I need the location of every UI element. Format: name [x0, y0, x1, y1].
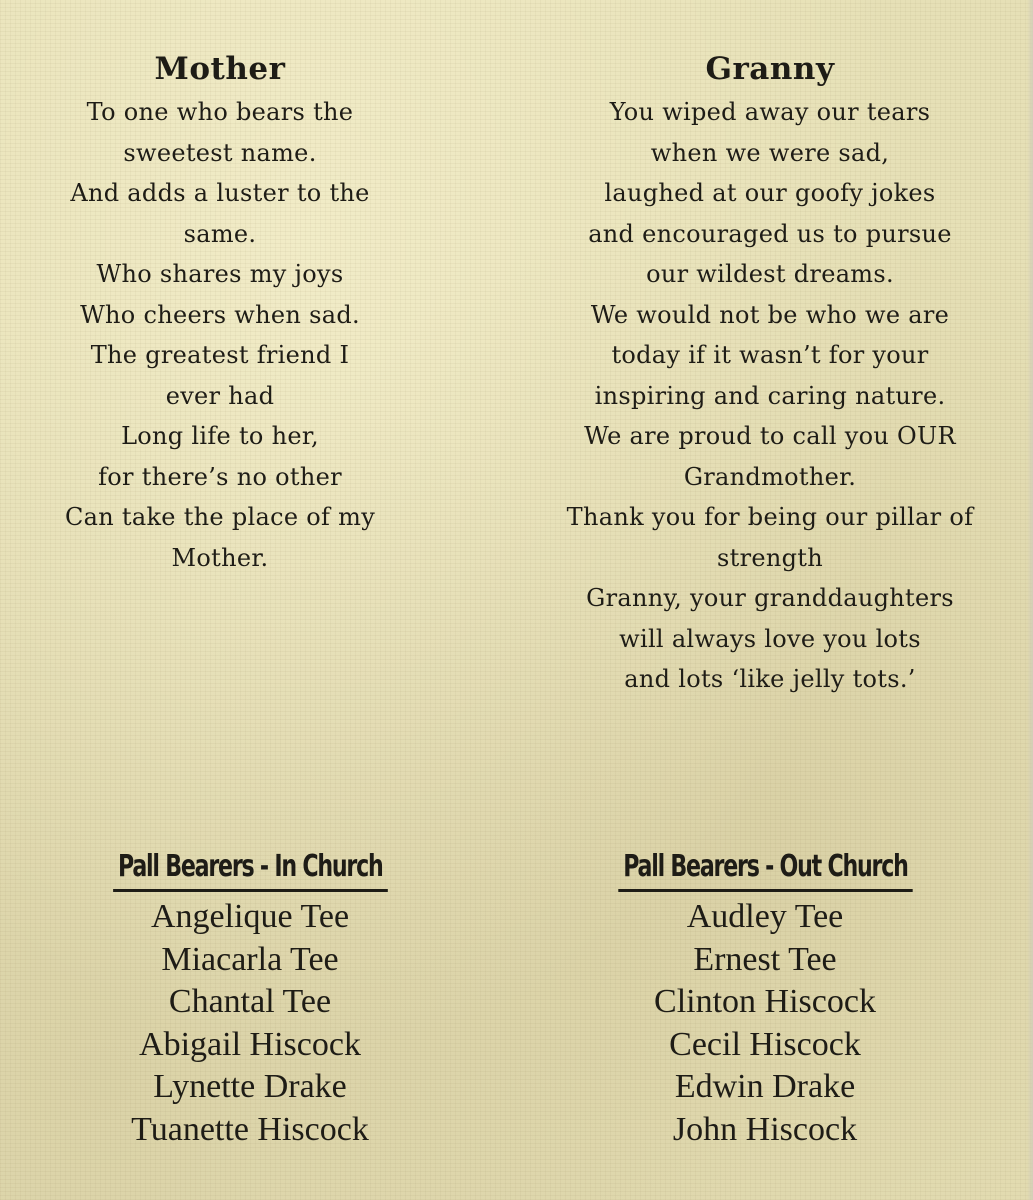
poem-line: for there’s no other	[98, 462, 342, 491]
scan-edge	[1027, 0, 1033, 1200]
poem-line: inspiring and caring nature.	[594, 381, 946, 410]
pall-bearers-in-heading: Pall Bearers - In Church	[113, 845, 387, 892]
poem-line: Can take the place of my	[64, 503, 376, 531]
bearer-name: Abigail Hiscock	[139, 1025, 361, 1063]
pall-bearers-in-church	[20, 845, 480, 1151]
poem-line: You wiped away our tears	[609, 98, 931, 126]
poem-line: Long life to her,	[121, 422, 319, 450]
mother-poem-title: Mother	[154, 51, 286, 87]
poem-line: ever had	[165, 381, 275, 410]
bearer-name: Cecil Hiscock	[669, 1025, 861, 1063]
bearer-name: John Hiscock	[672, 1110, 858, 1148]
granny-poem	[520, 48, 1020, 700]
bearer-name: Clinton Hiscock	[654, 983, 876, 1020]
poem-line: laughed at our goofy jokes	[604, 179, 936, 207]
bearer-name: Miacarla Tee	[161, 940, 339, 978]
bearer-name: Tuanette Hiscock	[131, 1110, 369, 1148]
granny-poem-title: Granny	[705, 51, 835, 87]
bearer-name: Lynette Drake	[153, 1068, 347, 1105]
poem-line: Granny, your granddaughters	[586, 584, 954, 612]
poem-line: and encouraged us to pursue	[588, 219, 952, 248]
poem-line: sweetest name.	[123, 138, 317, 167]
pall-bearers-out-heading: Pall Bearers - Out Church	[618, 845, 912, 892]
bearer-name: Chantal Tee	[168, 983, 332, 1020]
poem-line: To one who bears the	[86, 98, 354, 126]
poem-line: when we were sad,	[650, 138, 890, 167]
poem-line: today if it wasn’t for your	[611, 341, 929, 369]
poem-line: Thank you for being our pillar of	[566, 503, 974, 531]
bearer-name: Edwin Drake	[674, 1068, 856, 1105]
poem-line: strength	[717, 543, 823, 572]
bearer-name: Ernest Tee	[693, 940, 837, 978]
mother-poem	[30, 48, 410, 578]
poem-line: The greatest friend I	[90, 341, 350, 369]
poem-line: We are proud to call you OUR	[584, 422, 956, 450]
pall-bearers-out-church	[535, 845, 995, 1151]
poem-line: Who cheers when sad.	[80, 300, 360, 329]
poem-line: same.	[183, 219, 257, 248]
poem-line: Mother.	[171, 543, 269, 572]
poem-line: And adds a luster to the	[70, 179, 370, 207]
poem-line: will always love you lots	[619, 624, 921, 653]
poem-line: our wildest dreams.	[646, 260, 894, 288]
poem-line: Grandmother.	[683, 462, 857, 491]
bearer-name: Angelique Tee	[150, 898, 350, 935]
bearer-name: Audley Tee	[686, 898, 844, 935]
poem-line: Who shares my joys	[96, 260, 344, 288]
poem-line: We would not be who we are	[590, 300, 950, 329]
poem-line: and lots ‘like jelly tots.’	[624, 665, 916, 693]
